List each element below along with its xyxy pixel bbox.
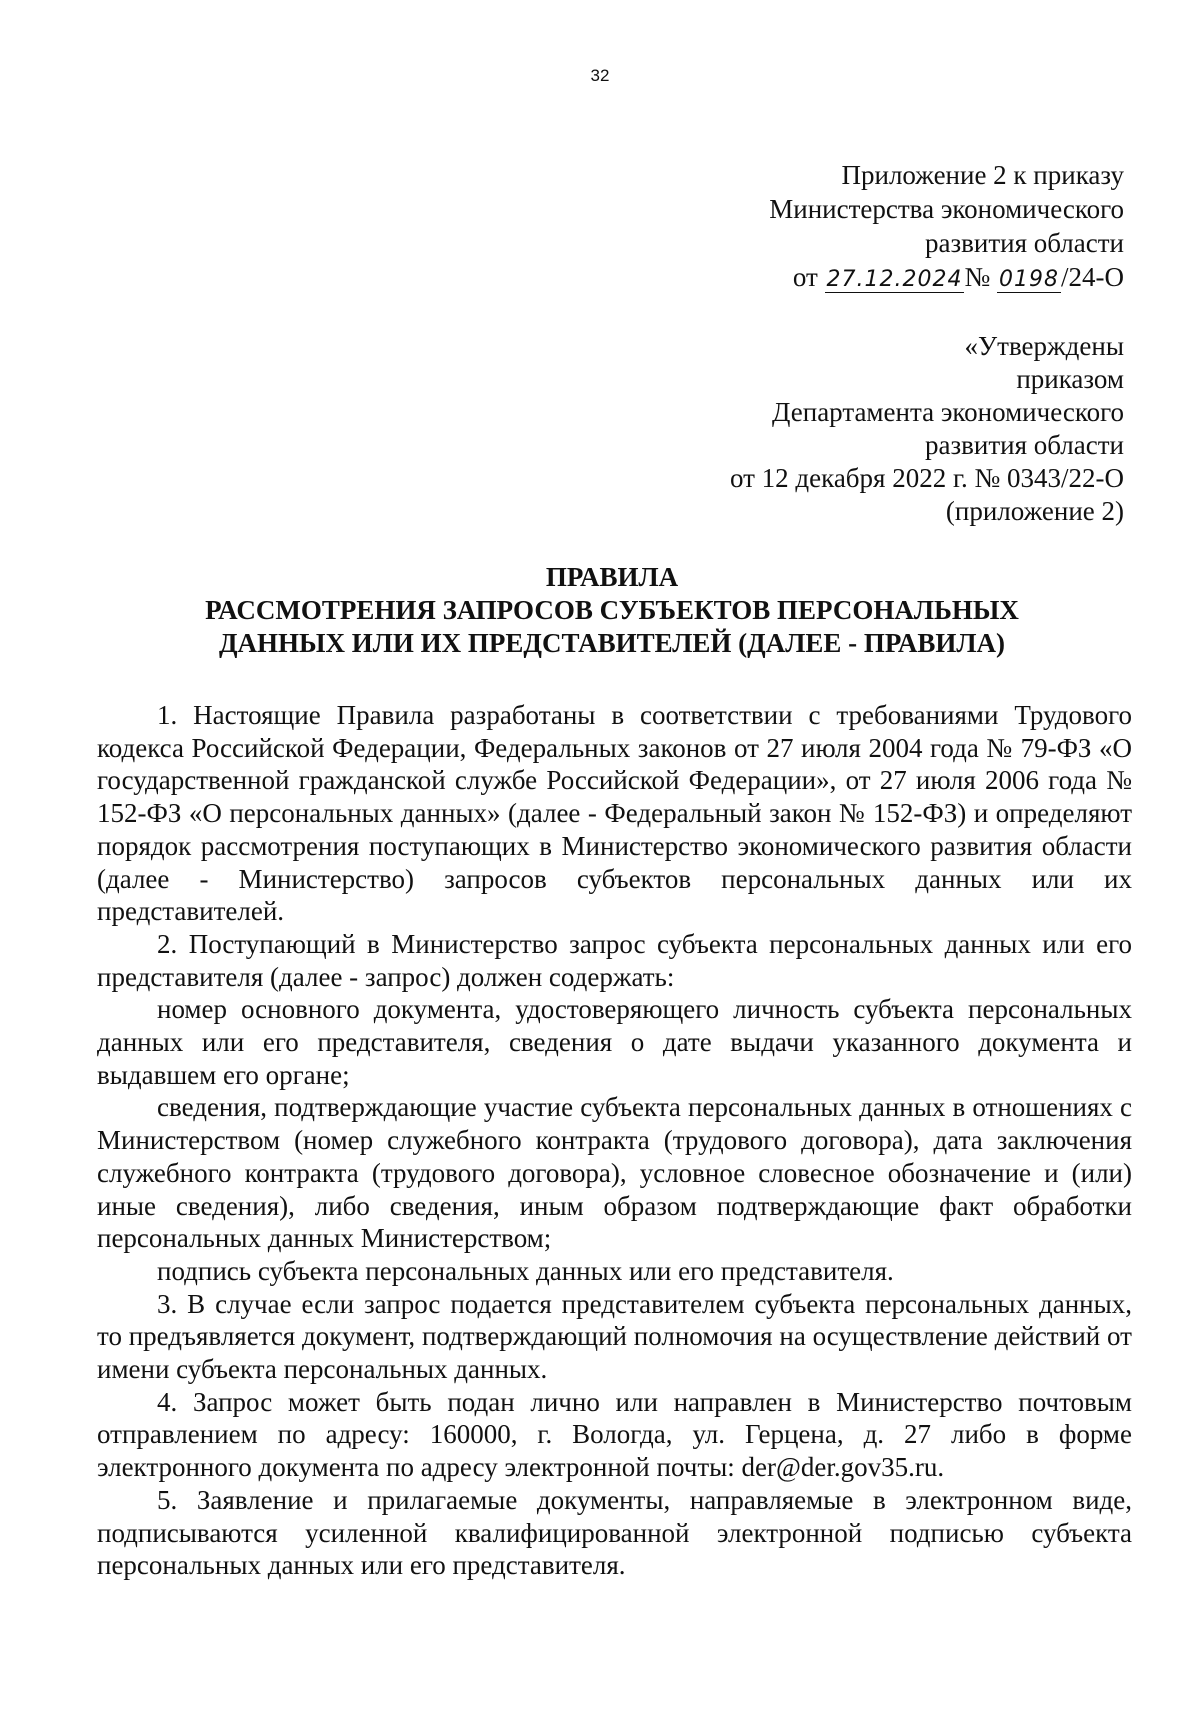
approval-line: от 12 декабря 2022 г. № 0343/22-О <box>729 463 1124 493</box>
approval-line: развития области <box>924 430 1124 460</box>
document-body <box>97 699 1132 1582</box>
approval-line: «Утверждены <box>964 331 1124 361</box>
date-prefix: от <box>792 262 818 292</box>
handwritten-date: 27.12.2024 <box>826 267 963 292</box>
title-line: РАССМОТРЕНИЯ ЗАПРОСОВ СУБЪЕКТОВ ПЕРСОНАЛЬНЫХ <box>205 595 1019 625</box>
annex-date-line <box>769 260 1124 294</box>
paragraph: номер основного документа, удостоверяющего личность субъекта персональных данных или его представителя, сведения о дате выдачи указанного документа и выдавшем его органе; <box>97 994 1132 1090</box>
number-sign: № <box>964 262 991 292</box>
title-line: ПРАВИЛА <box>545 562 679 592</box>
approval-reference <box>730 330 1124 528</box>
annex-line: Приложение 2 к приказу <box>841 160 1124 190</box>
paragraph: подпись субъекта персональных данных или его представителя. <box>157 1255 894 1286</box>
document-title <box>0 561 1200 660</box>
paragraph: 3. В случае если запрос подается представителем субъекта персональных данных, то предъявляется документ, подтверждающий полномочия на осуществление действий от имени субъекта персональных данных. <box>97 1288 1132 1385</box>
approval-line: Департамента экономического <box>772 397 1124 427</box>
paragraph: 1. Настоящие Правила разработаны в соответствии с требованиями Трудового кодекса Российской Федерации, Федеральных законов от 27 июля 2004 года № 79-ФЗ «О государственной гражданской службе Российской Федерации», от 27 июля 2006 года № 152-ФЗ «О персональных данных» (далее - Федеральный закон № 152-ФЗ) и определяют порядок рассмотрения поступающих в Министерство экономического развития области (далее - Министерство) запросов субъектов персональных данных или их представителей. <box>97 700 1132 927</box>
paragraph: сведения, подтверждающие участие субъекта персональных данных в отношениях с Министерством (номер служебного контракта (трудового договора), дата заключения служебного контракта (трудового договора), условное словесное обозначение и (или) иные сведения), либо сведения, иным образом подтверждающие факт обработки персональных данных Министерством; <box>97 1092 1132 1254</box>
paragraph: 4. Запрос может быть подан лично или направлен в Министерство почтовым отправлением по адресу: 160000, г. Вологда, ул. Герцена, д. 27 либо в форме электронного документа по адресу электронной почты: der@der.gov35.ru. <box>97 1386 1132 1483</box>
page-number: 32 <box>590 66 610 85</box>
title-line: ДАННЫХ ИЛИ ИХ ПРЕДСТАВИТЕЛЕЙ (ДАЛЕЕ - ПРАВИЛА) <box>218 628 1006 658</box>
paragraph: 5. Заявление и прилагаемые документы, направляемые в электронном виде, подписываются усиленной квалифицированной электронной подписью субъекта персональных данных или его представителя. <box>97 1484 1132 1581</box>
annex-header <box>769 158 1124 294</box>
approval-line: (приложение 2) <box>945 496 1124 526</box>
approval-line: приказом <box>1016 364 1124 394</box>
annex-line: развития области <box>924 228 1124 258</box>
handwritten-number: 0198 <box>999 267 1059 292</box>
number-suffix: /24-О <box>1061 262 1124 292</box>
annex-line: Министерства экономического <box>769 194 1124 224</box>
paragraph: 2. Поступающий в Министерство запрос субъекта персональных данных или его представителя (далее - запрос) должен содержать: <box>97 928 1132 992</box>
